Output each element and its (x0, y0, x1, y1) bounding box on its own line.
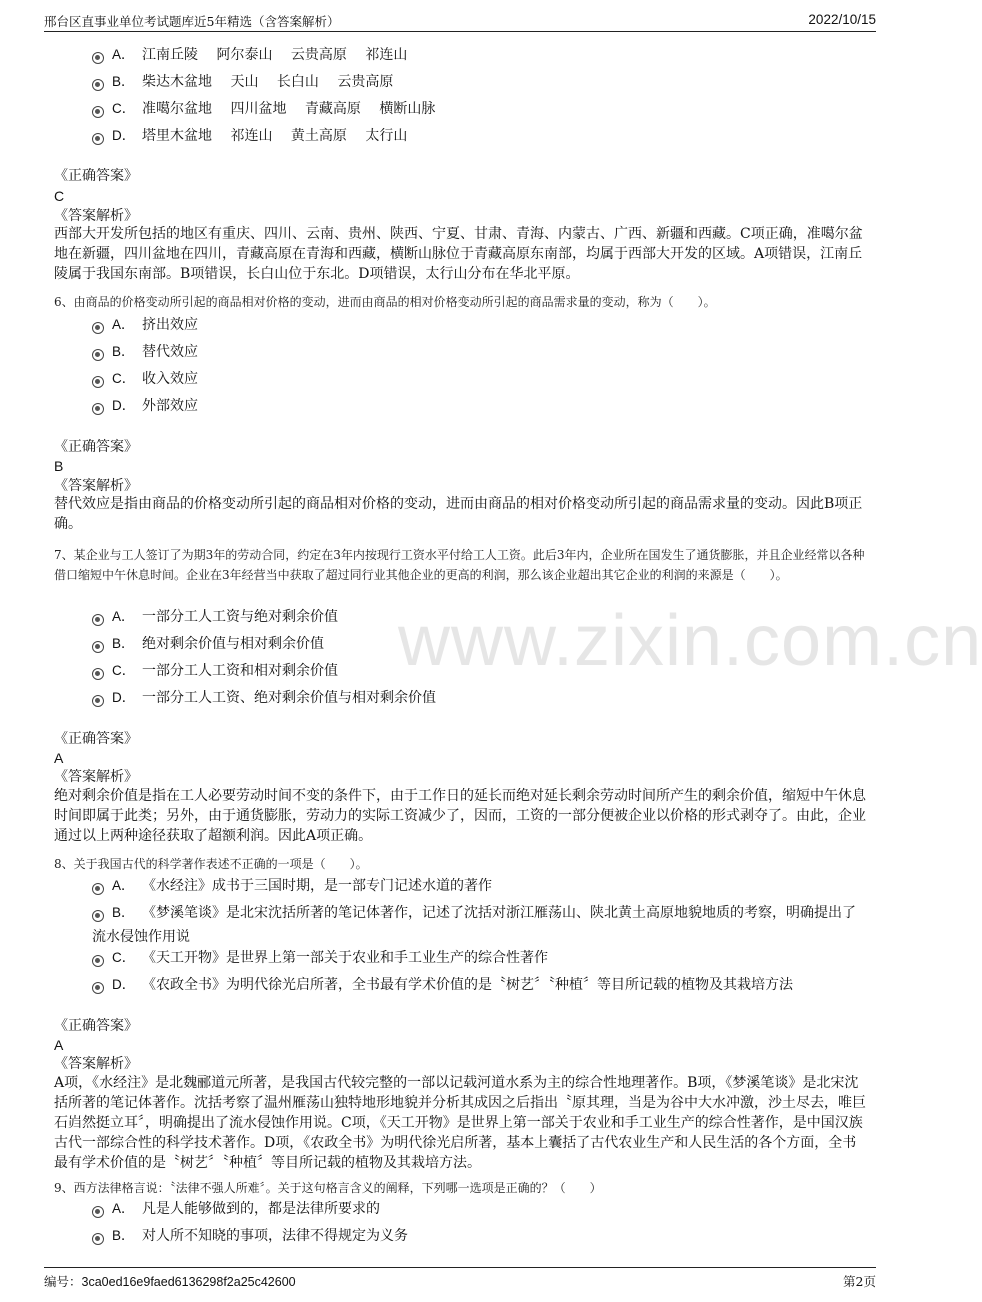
option-text: 挤出效应 (142, 317, 198, 333)
radio-icon[interactable] (92, 883, 104, 895)
radio-icon[interactable] (92, 695, 104, 707)
q5-answer-label: 《正确答案》 (54, 168, 138, 184)
radio-icon[interactable] (92, 133, 104, 145)
page-footer (44, 1267, 876, 1291)
radio-icon[interactable] (92, 910, 104, 922)
watermark: www.zixin.com.cn (398, 601, 982, 681)
radio-icon[interactable] (92, 79, 104, 91)
option-letter: B． (112, 344, 135, 359)
q9-option-a[interactable] (92, 1196, 868, 1222)
q8-option-d[interactable] (92, 972, 868, 998)
q6-option-b[interactable] (92, 339, 868, 365)
option-letter: C． (112, 663, 136, 678)
option-text: 《农政全书》为明代徐光启所著，全书最有学术价值的是〝树艺〞〝种植〞等目所记载的植物及其栽培方法 (142, 977, 793, 993)
q7-option-d[interactable] (92, 685, 868, 711)
option-letter: D． (112, 398, 136, 413)
option-letter: A． (112, 878, 135, 893)
option-text: 《梦溪笔谈》是北宋沈括所著的笔记体著作，记述了沈括对浙江雁荡山、陕北黄土高原地貌地质的考察，明确提出了流水侵蚀作用说 (92, 905, 856, 945)
radio-icon[interactable] (92, 1206, 104, 1218)
q5-explanation-label: 《答案解析》 (54, 208, 138, 224)
q7-option-b[interactable] (92, 631, 868, 657)
q7-explanation-label: 《答案解析》 (54, 769, 138, 785)
document-date: 2022/10/15 (808, 12, 876, 27)
option-letter: C． (112, 101, 136, 116)
option-letter: A． (112, 317, 135, 332)
option-letter: A． (112, 1201, 135, 1216)
option-letter: D． (112, 128, 136, 143)
q6-option-a[interactable] (92, 312, 868, 338)
option-letter: D． (112, 690, 136, 705)
radio-icon[interactable] (92, 52, 104, 64)
option-text: 凡是人能够做到的，都是法律所要求的 (142, 1201, 380, 1217)
option-letter: A． (112, 609, 135, 624)
q8-option-b[interactable] (92, 901, 868, 949)
page-number: 第2页 (843, 1274, 876, 1289)
option-letter: C． (112, 950, 136, 965)
option-letter: D． (112, 977, 136, 992)
q6-option-c[interactable] (92, 366, 868, 392)
code-value: 3ca0ed16e9faed6136298f2a25c42600 (81, 1275, 296, 1289)
option-text: 一部分工人工资和相对剩余价值 (142, 663, 338, 679)
q5-option-b[interactable] (92, 69, 868, 95)
q7-question: 7、某企业与工人签订了为期3年的劳动合同，约定在3年内按现行工资水平付给工人工资。此后3年内，企业所在国发生了通货膨胀，并且企业经常以各种借口缩短中午休息时间。企业在3年经营当中获取了超过同行业其他企业的更高的利润，那么该企业超出其它企业的利润的来源是（ ）。 (54, 548, 865, 582)
option-text: 《天工开物》是世界上第一部关于农业和手工业生产的综合性著作 (142, 950, 548, 966)
option-text: 收入效应 (142, 371, 198, 387)
q6-answer: B (54, 458, 64, 474)
option-letter: B． (112, 905, 135, 920)
q5-option-c[interactable] (92, 96, 868, 122)
q9-option-b[interactable] (92, 1223, 868, 1249)
radio-icon[interactable] (92, 1233, 104, 1245)
q7-option-a[interactable] (92, 604, 868, 630)
q7-option-c[interactable] (92, 658, 868, 684)
radio-icon[interactable] (92, 641, 104, 653)
option-text: 绝对剩余价值与相对剩余价值 (142, 636, 324, 652)
option-letter: B． (112, 1228, 135, 1243)
radio-icon[interactable] (92, 668, 104, 680)
q8-question: 8、关于我国古代的科学著作表述不正确的一项是（ ）。 (54, 857, 368, 871)
option-text: 一部分工人工资与绝对剩余价值 (142, 609, 338, 625)
q7-answer: A (54, 750, 64, 766)
option-letter: B． (112, 636, 135, 651)
option-text: 准噶尔盆地 四川盆地 青藏高原 横断山脉 (142, 101, 436, 117)
radio-icon[interactable] (92, 106, 104, 118)
q8-option-a[interactable] (92, 873, 868, 899)
q6-option-d[interactable] (92, 393, 868, 419)
q6-explanation-label: 《答案解析》 (54, 478, 138, 494)
q8-explanation-label: 《答案解析》 (54, 1056, 138, 1072)
option-text: 替代效应 (142, 344, 198, 360)
q6-question: 6、由商品的价格变动所引起的商品相对价格的变动，进而由商品的相对价格变动所引起的商品需求量的变动，称为（ ）。 (54, 295, 716, 309)
q9-question: 9、西方法律格言说：〝法律不强人所难〞。关于这句格言含义的阐释，下列哪一选项是正确的？（ ） (54, 1181, 602, 1195)
q5-option-d[interactable] (92, 123, 868, 149)
q5-answer: C (54, 188, 65, 204)
radio-icon[interactable] (92, 376, 104, 388)
option-text: 《水经注》成书于三国时期，是一部专门记述水道的著作 (142, 878, 492, 894)
q5-option-a[interactable] (92, 42, 868, 68)
document-code (44, 1272, 296, 1290)
radio-icon[interactable] (92, 403, 104, 415)
q6-explanation: 替代效应是指由商品的价格变动所引起的商品相对价格的变动，进而由商品的相对价格变动所引起的商品需求量的变动。因此B项正确。 (54, 496, 863, 532)
q7-answer-label: 《正确答案》 (54, 731, 138, 747)
q5-explanation: 西部大开发所包括的地区有重庆、四川、云南、贵州、陕西、宁夏、甘肃、青海、内蒙古、广西、新疆和西藏。C项正确，准噶尔盆地在新疆，四川盆地在四川，青藏高原在青海和西藏，横断山脉位于青藏高原东南部，均属于西部大开发的区域。A项错误，江南丘陵属于我国东南部。B项错误，长白山位于东北。D项错误，太行山分布在华北平原。 (54, 226, 863, 282)
radio-icon[interactable] (92, 955, 104, 967)
radio-icon[interactable] (92, 982, 104, 994)
radio-icon[interactable] (92, 322, 104, 334)
q6-answer-label: 《正确答案》 (54, 439, 138, 455)
document-title: 邢台区直事业单位考试题库近5年精选（含答案解析） (44, 14, 340, 29)
radio-icon[interactable] (92, 349, 104, 361)
option-letter: C． (112, 371, 136, 386)
option-letter: A． (112, 47, 135, 62)
option-text: 柴达木盆地 天山 长白山 云贵高原 (142, 74, 394, 90)
q8-option-c[interactable] (92, 945, 868, 971)
page-header (44, 10, 876, 32)
q8-explanation: A项，《水经注》是北魏郦道元所著，是我国古代较完整的一部以记载河道水系为主的综合性地理著作。B项，《梦溪笔谈》是北宋沈括所著的笔记体著作。沈括考察了温州雁荡山独特地形地貌并分析其成因之后指出〝原其理，当是为谷中大水冲激，沙土尽去，唯巨石岿然挺立耳〞，明确提出了流水侵蚀作用说。C项，《天工开物》是世界上第一部关于农业和手工业生产的综合性著作，是中国汉族古代一部综合性的科学技术著作。D项，《农政全书》为明代徐光启所著，基本上囊括了古代农业生产和人民生活的各个方面，全书最有学术价值的是〝树艺〞〝种植〞等目所记载的植物及其栽培方法。 (54, 1075, 866, 1171)
option-text: 塔里木盆地 祁连山 黄土高原 太行山 (142, 128, 408, 144)
option-letter: B． (112, 74, 135, 89)
q8-answer: A (54, 1037, 64, 1053)
radio-icon[interactable] (92, 614, 104, 626)
option-text: 外部效应 (142, 398, 198, 414)
option-text: 江南丘陵 阿尔泰山 云贵高原 祁连山 (142, 47, 408, 63)
option-text: 一部分工人工资、绝对剩余价值与相对剩余价值 (142, 690, 436, 706)
code-prefix: 编号： (44, 1274, 82, 1289)
q8-answer-label: 《正确答案》 (54, 1018, 138, 1034)
q7-explanation: 绝对剩余价值是指在工人必要劳动时间不变的条件下，由于工作日的延长而绝对延长剩余劳动时间所产生的剩余价值，缩短中午休息时间即属于此类；另外，由于通货膨胀，劳动力的实际工资减少了，因而，工资的一部分便被企业以价格的形式剥夺了。由此，企业通过以上两种途径获取了超额利润。因此A项正确。 (54, 788, 866, 844)
option-text: 对人所不知晓的事项，法律不得规定为义务 (142, 1228, 408, 1244)
